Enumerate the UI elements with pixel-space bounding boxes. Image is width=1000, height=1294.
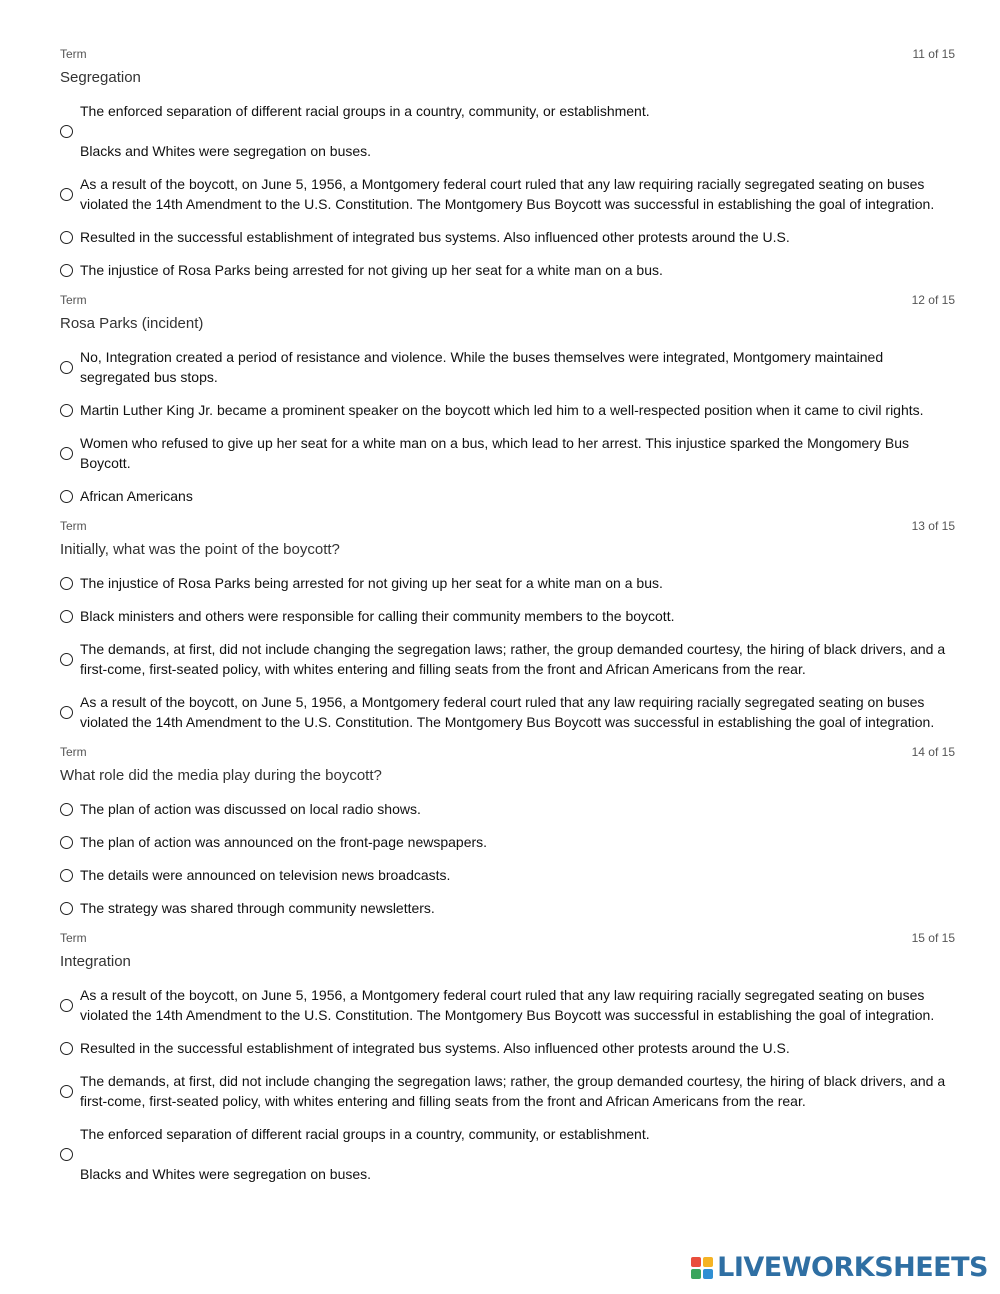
logo-tile-green	[691, 1269, 701, 1279]
option-text: The details were announced on television news broadcasts.	[80, 867, 451, 883]
answer-option[interactable]	[60, 227, 955, 247]
question-counter: 13 of 15	[911, 519, 955, 533]
option-text: The enforced separation of different racial groups in a country, community, or establishment. Blacks and Whites were segregation on buses.	[80, 1126, 650, 1182]
answer-option[interactable]	[60, 832, 955, 852]
answer-option[interactable]	[60, 573, 955, 593]
answer-option[interactable]	[60, 486, 955, 506]
question-label: Term	[60, 519, 87, 533]
option-text: The demands, at first, did not include changing the segregation laws; rather, the group demanded courtesy, the hiring of black drivers, and a first-come, first-seated policy, with whites entering and filling seats from the front and African Americans from the rear.	[80, 1073, 946, 1109]
question-label: Term	[60, 745, 87, 759]
question-label: Term	[60, 293, 87, 307]
radio-button[interactable]	[60, 447, 73, 460]
question-12	[60, 293, 955, 506]
question-label: Term	[60, 47, 87, 61]
answer-option[interactable]	[60, 1071, 955, 1111]
answer-option[interactable]	[60, 799, 955, 819]
question-header	[60, 293, 955, 309]
option-text: The strategy was shared through community newsletters.	[80, 900, 435, 916]
option-text: The demands, at first, did not include changing the segregation laws; rather, the group demanded courtesy, the hiring of black drivers, and a first-come, first-seated policy, with whites entering and filling seats from the front and African Americans from the rear.	[80, 641, 946, 677]
option-text: No, Integration created a period of resistance and violence. While the buses themselves were integrated, Montgomery maintained segregated bus stops.	[80, 349, 884, 385]
radio-button[interactable]	[60, 577, 73, 590]
option-text: The injustice of Rosa Parks being arrested for not giving up her seat for a white man on a bus.	[80, 262, 663, 278]
question-term: Initially, what was the point of the boycott?	[60, 541, 340, 558]
question-term: What role did the media play during the boycott?	[60, 767, 382, 784]
answer-option[interactable]	[60, 347, 955, 387]
question-term: Rosa Parks (incident)	[60, 315, 204, 332]
logo-tile-blue	[703, 1269, 713, 1279]
option-text: As a result of the boycott, on June 5, 1956, a Montgomery federal court ruled that any law requiring racially segregated seating on buses violated the 14th Amendment to the U.S. Constitution. The Montgomery Bus Boycott was successful in establishing the goal of integration.	[80, 987, 935, 1023]
answer-option[interactable]	[60, 1124, 955, 1184]
option-text: The plan of action was announced on the front-page newspapers.	[80, 834, 488, 850]
radio-button[interactable]	[60, 869, 73, 882]
answer-option[interactable]	[60, 639, 955, 679]
question-label: Term	[60, 931, 87, 945]
option-text: As a result of the boycott, on June 5, 1956, a Montgomery federal court ruled that any law requiring racially segregated seating on buses violated the 14th Amendment to the U.S. Constitution. The Montgomery Bus Boycott was successful in establishing the goal of integration.	[80, 694, 935, 730]
radio-button[interactable]	[60, 610, 73, 623]
question-13	[60, 519, 955, 732]
question-term: Integration	[60, 953, 131, 970]
radio-button[interactable]	[60, 836, 73, 849]
radio-button[interactable]	[60, 999, 73, 1012]
radio-button[interactable]	[60, 264, 73, 277]
answer-option[interactable]	[60, 692, 955, 732]
worksheet-page	[60, 47, 955, 1197]
option-text: Black ministers and others were responsible for calling their community members to the boycott.	[80, 608, 675, 624]
question-header	[60, 745, 955, 761]
radio-button[interactable]	[60, 404, 73, 417]
option-text: The injustice of Rosa Parks being arrested for not giving up her seat for a white man on a bus.	[80, 575, 663, 591]
radio-button[interactable]	[60, 1148, 73, 1161]
radio-button[interactable]	[60, 490, 73, 503]
question-counter: 15 of 15	[911, 931, 955, 945]
radio-button[interactable]	[60, 1085, 73, 1098]
question-15	[60, 931, 955, 1184]
question-counter: 11 of 15	[912, 47, 955, 61]
brand-name: LIVEWORKSHEETS	[717, 1252, 988, 1283]
logo-tile-yellow	[703, 1257, 713, 1267]
answer-option[interactable]	[60, 865, 955, 885]
radio-button[interactable]	[60, 1042, 73, 1055]
question-header	[60, 931, 955, 947]
option-text: The plan of action was discussed on local radio shows.	[80, 801, 421, 817]
answer-option[interactable]	[60, 260, 955, 280]
option-text: Resulted in the successful establishment of integrated bus systems. Also influenced other protests around the U.S.	[80, 229, 790, 245]
question-header	[60, 519, 955, 535]
answer-option[interactable]	[60, 985, 955, 1025]
option-text: African Americans	[80, 488, 193, 504]
question-11	[60, 47, 955, 280]
option-text: Martin Luther King Jr. became a prominent speaker on the boycott which led him to a well-respected position when it came to civil rights.	[80, 402, 924, 418]
answer-option[interactable]	[60, 400, 955, 420]
liveworksheets-logo-icon	[691, 1257, 713, 1279]
question-counter: 12 of 15	[911, 293, 955, 307]
answer-option[interactable]	[60, 898, 955, 918]
radio-button[interactable]	[60, 231, 73, 244]
question-14	[60, 745, 955, 918]
answer-option[interactable]	[60, 174, 955, 214]
liveworksheets-brand	[691, 1252, 988, 1283]
answer-option[interactable]	[60, 606, 955, 626]
radio-button[interactable]	[60, 902, 73, 915]
question-header	[60, 47, 955, 63]
answer-option[interactable]	[60, 433, 955, 473]
radio-button[interactable]	[60, 653, 73, 666]
answer-option[interactable]	[60, 101, 955, 161]
logo-tile-red	[691, 1257, 701, 1267]
radio-button[interactable]	[60, 188, 73, 201]
option-text: The enforced separation of different racial groups in a country, community, or establishment. Blacks and Whites were segregation on buses.	[80, 103, 650, 159]
radio-button[interactable]	[60, 803, 73, 816]
radio-button[interactable]	[60, 125, 73, 138]
question-counter: 14 of 15	[911, 745, 955, 759]
radio-button[interactable]	[60, 361, 73, 374]
option-text: Resulted in the successful establishment of integrated bus systems. Also influenced other protests around the U.S.	[80, 1040, 790, 1056]
question-term: Segregation	[60, 69, 141, 86]
answer-option[interactable]	[60, 1038, 955, 1058]
radio-button[interactable]	[60, 706, 73, 719]
option-text: Women who refused to give up her seat for a white man on a bus, which lead to her arrest. This injustice sparked the Mongomery Bus Boycott.	[80, 435, 910, 471]
option-text: As a result of the boycott, on June 5, 1956, a Montgomery federal court ruled that any law requiring racially segregated seating on buses violated the 14th Amendment to the U.S. Constitution. The Montgomery Bus Boycott was successful in establishing the goal of integration.	[80, 176, 935, 212]
